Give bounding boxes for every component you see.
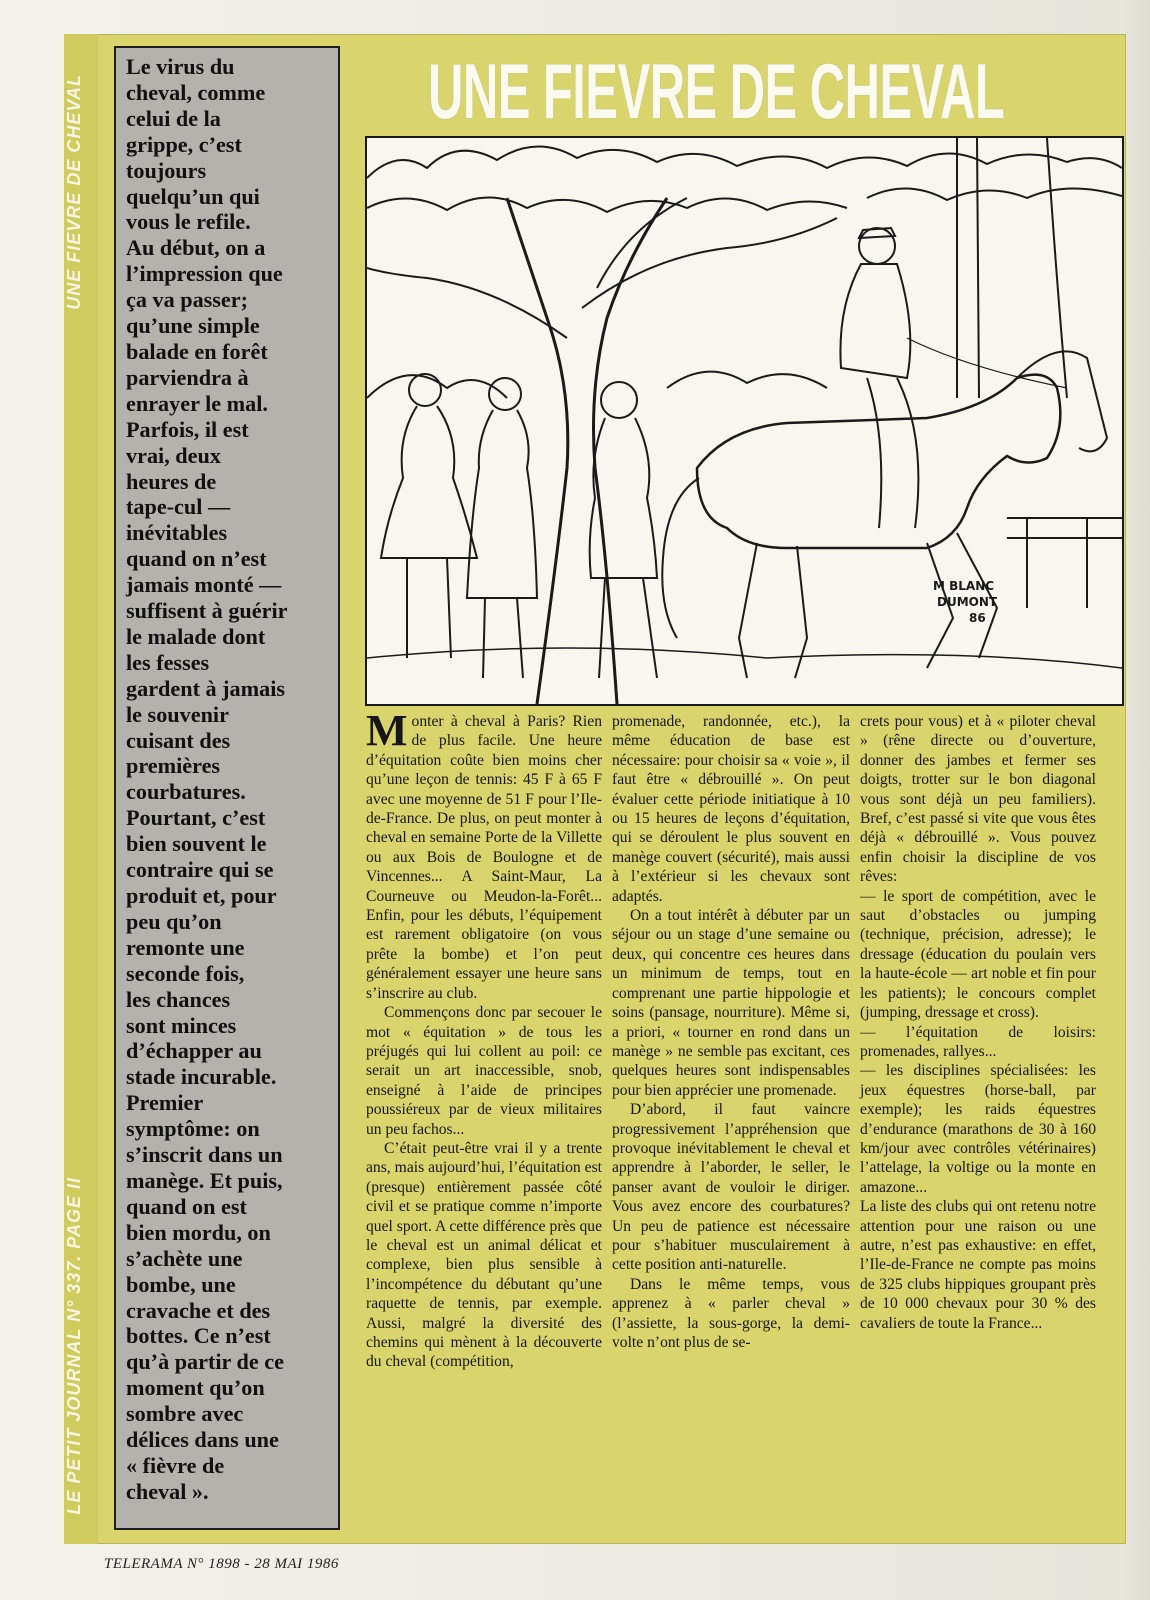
tree-branch bbox=[597, 198, 687, 288]
horse-tail bbox=[662, 478, 699, 638]
horse-head bbox=[1017, 351, 1107, 451]
woman-figure bbox=[381, 406, 477, 558]
artist-signature: DUMONT bbox=[937, 595, 998, 609]
spine-journal-page: LE PETIT JOURNAL N° 337. PAGE II bbox=[64, 1177, 84, 1515]
article-paragraph: C’était peut-être vrai il y a trente ans, mais aujourd’hui, l’équitation est (presque) entièrement passée côté civil et se pratique comme n’importe quel sport. A cette différence près que le cheval est un animal délicat et complexe, bien plus sensible à l’incompétence du débutant qu’une raquette de tennis, par exemple. Aussi, malgré la diversité des chemins qui mènent à la découverte du cheval (compétition, bbox=[366, 1139, 602, 1371]
article-paragraph: D’abord, il faut vaincre progressivement l’appréhension que provoque inévitablement le cheval et apprendre à l’aborder, le seller, le panser avant de vouloir le diriger. Vous avez encore des courbatures? Un peu de patience est nécessaire pour s’habituer musculairement à cette position anti-naturelle. bbox=[612, 1101, 850, 1274]
rider bbox=[840, 264, 910, 378]
article-column-3 bbox=[860, 712, 1096, 1333]
tree-foliage bbox=[367, 146, 1122, 178]
woman-figure bbox=[467, 410, 537, 598]
horse-illustration bbox=[365, 136, 1124, 706]
woman-figure bbox=[483, 598, 523, 678]
article-column-2 bbox=[612, 712, 850, 1352]
artist-signature-year: 86 bbox=[969, 611, 986, 625]
tree-foliage bbox=[367, 197, 847, 212]
woman-figure bbox=[489, 378, 521, 410]
tree-right bbox=[977, 138, 979, 398]
article-list-item: — les disciplines spécialisées: les jeux équestres (horse-ball, par exemple); les raids équestres d’endurance (marathons de 30 à 160 km/jour avec contrôles vétérinaires) l’attelage, la voltige ou la monte en amazone... bbox=[860, 1062, 1096, 1196]
drop-cap: M bbox=[366, 706, 408, 755]
article-paragraph: crets pour vous) et à « piloter cheval » (rêne directe ou d’ouverture, donner des jambes et fermer ses doigts, trotter sur le bon diagonal vous sont déjà un peu familiers). Bref, c’est passé si vite que vous êtes déjà « débrouillé ». Vous pouvez enfin choisir la discipline de vos rêves: bbox=[860, 713, 1096, 886]
page-title: UNE FIEVRE DE CHEVAL bbox=[428, 47, 1005, 135]
woman-figure bbox=[407, 558, 451, 658]
article-paragraph: Commençons donc par secouer le mot « équitation » de tous les préjugés qui lui collent au poil: ce serait un art inaccessible, snob, enseigné à l’aide de principes poussiéreux par de vieux militaires un peu fachos... bbox=[366, 1004, 602, 1138]
bush bbox=[667, 372, 827, 388]
article-paragraph: La liste des clubs qui ont retenu notre attention pour une raison ou une autre, n’est pas exhaustive: en effet, l’Ile-de-France ne compte pas moins de 325 clubs hippiques groupant près de 10 000 chevaux pour 30 % des cavaliers de toute la France... bbox=[860, 1198, 1096, 1332]
article-list-item: — le sport de compétition, avec le saut d’obstacles ou jumping (technique, précision, adresse); le dressage (éducation du poulain vers la haute-école — art noble et fin pour les patients); le concours complet (jumping, dressage et cross). bbox=[860, 887, 1096, 1022]
page-footer: TELERAMA N° 1898 - 28 MAI 1986 bbox=[104, 1556, 339, 1572]
rider bbox=[867, 378, 918, 528]
article-paragraph: On a tout intérêt à débuter par un séjour ou un stage d’une semaine ou deux, qui concentre ces heures dans un minimum de temps, tout en comprenant une partie hippologie et soins (pansage, nourriture). Même si, a priori, « tourner en rond dans un manège » ne semble pas excitant, ces quelques heures sont indispensables pour bien apprécier une promenade. bbox=[612, 907, 850, 1099]
tree-branch bbox=[582, 218, 837, 308]
woman-figure bbox=[601, 382, 637, 418]
artist-signature: M BLANC bbox=[933, 579, 995, 593]
intro-text: Le virus du cheval, comme celui de la grippe, c’est toujours quelqu’un qui vous le refile. Au début, on a l’impression que ça va passer; qu’une simple balade en forêt parviendra à enrayer le mal. Parfois, il est vrai, deux heures de tape-cul — inévitables quand on n’est jamais monté — suffisent à guérir le malade dont les fesses gardent à jamais le souvenir cuisant des premières courbatures. Pourtant, c’est bien souvent le contraire qui se produit et, pour peu qu’on remonte une seconde fois, les chances sont minces d’échapper au stade incurable. Premier symptôme: on s’inscrit dans un manège. Et puis, quand on est bien mordu, on s’achète une bombe, une cravache et des bottes. Ce n’est qu’à partir de ce moment qu’on sombre avec délices dans une « fièvre de cheval ». bbox=[126, 54, 288, 1504]
intro-box bbox=[114, 46, 340, 1530]
tree-right bbox=[1047, 138, 1067, 398]
tree-trunk bbox=[507, 198, 568, 704]
rider bbox=[859, 228, 895, 264]
article-list-item: — l’équitation de loisirs: promenades, rallyes... bbox=[860, 1023, 1096, 1060]
article-paragraph: Dans le même temps, vous apprenez à « parler cheval » (l’assiette, la sous-gorge, la demi-volte n’ont plus de se- bbox=[612, 1275, 850, 1351]
tree-foliage bbox=[867, 188, 1122, 200]
fence bbox=[1007, 518, 1122, 608]
article-paragraph: promenade, randonnée, etc.), la même éducation de base est nécessaire: pour choisir sa « voie », il faut être « débrouillé ». On peut évaluer cette période initiatique à 10 ou 15 heures de leçons d’équitation, qui se déroulent le plus souvent en manège couvert (sécurité), mais aussi à l’extérieur si les chevaux sont adaptés. bbox=[612, 713, 850, 905]
article-column-1 bbox=[366, 706, 602, 1372]
rider-reins bbox=[907, 338, 1067, 388]
tree-branch bbox=[367, 268, 567, 338]
article-paragraph: Monter à cheval à Paris? Rien de plus facile. Une heure d’équitation coûte bien moins cher qu’une leçon de tennis: 45 F à 65 F avec une moyenne de 51 F pour l’Ile-de-France. De plus, on peut monter à cheval en semaine Porte de la Villette ou aux Bois de Boulogne et de Vincennes... A Saint-Maur, La Courneuve ou Meudon-la-Forêt... Enfin, pour les débuts, l’équipement est rarement obligatoire (on vous prête la bombe) et l’on peut généralement essayer une heure sans s’inscrire au club. bbox=[366, 706, 602, 1002]
spine-title: UNE FIEVRE DE CHEVAL bbox=[64, 74, 84, 310]
woman-figure bbox=[409, 374, 441, 406]
spine-text bbox=[64, 34, 98, 1544]
